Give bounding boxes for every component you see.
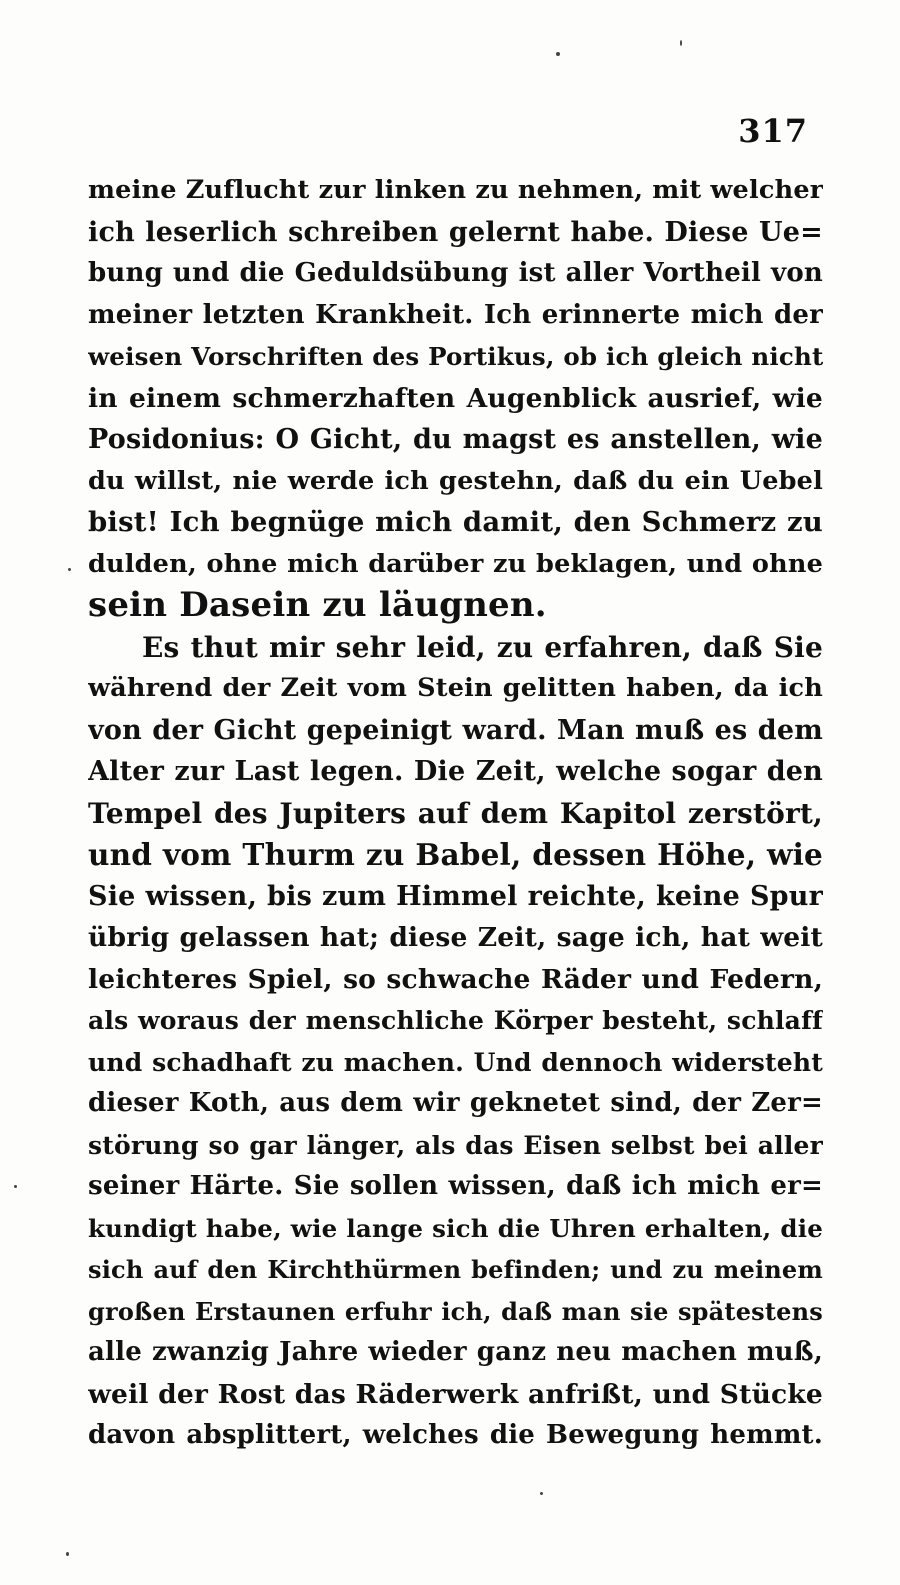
text-line: kundigt habe, wie lange sich die Uhren erhalten, die — [88, 1213, 823, 1243]
paragraph-1 — [88, 170, 823, 627]
text-line: meine Zuflucht zur linken zu nehmen, mit welcher — [88, 175, 823, 205]
text-line: weisen Vorschriften des Portikus, ob ich gleich nicht — [88, 342, 823, 371]
paragraph-2 — [88, 627, 823, 1457]
text-line: dieser Koth, aus dem wir geknetet sind, der Zer= — [88, 1088, 823, 1118]
text-line: störung so gar länger, als das Eisen selbst bei aller — [88, 1130, 823, 1160]
text-line: Sie wissen, bis zum Himmel reichte, keine Spur — [88, 880, 823, 912]
text-line: übrig gelassen hat; diese Zeit, sage ich, hat weit — [88, 922, 823, 953]
text-line: in einem schmerzhaften Augenblick ausrief, wie — [88, 382, 823, 414]
paper-speck — [540, 1492, 543, 1495]
paper-speck — [14, 1185, 17, 1188]
text-line: als woraus der menschliche Körper besteht, schlaff — [88, 1006, 823, 1035]
text-line: Tempel des Jupiters auf dem Kapitol zerstört, — [88, 796, 823, 830]
paper-speck — [66, 1552, 69, 1556]
text-line: ich leserlich schreiben gelernt habe. Diese Ue= — [88, 216, 823, 248]
text-line: sein Dasein zu läugnen. — [88, 585, 547, 625]
text-line: davon absplittert, welches die Bewegung hemmt. — [88, 1420, 823, 1450]
body-text — [88, 170, 823, 1457]
text-line: dulden, ohne mich darüber zu beklagen, und ohne — [88, 548, 823, 579]
text-line: sich auf den Kirchthürmen befinden; und zu meinem — [88, 1255, 823, 1284]
text-line: und vom Thurm zu Babel, dessen Höhe, wie — [88, 837, 823, 872]
page-number: 317 — [738, 112, 808, 150]
paper-speck — [680, 40, 682, 46]
paper-speck — [68, 568, 71, 571]
text-line: meiner letzten Krankheit. Ich erinnerte mich der — [88, 299, 823, 330]
text-line: von der Gicht gepeinigt ward. Man muß es dem — [88, 714, 823, 746]
text-line: Es thut mir sehr leid, zu erfahren, daß Sie — [142, 630, 823, 664]
text-line: bist! Ich begnüge mich damit, den Schmerz zu — [88, 506, 823, 538]
text-line: Posidonius: O Gicht, du magst es anstellen, wie — [88, 424, 823, 455]
text-line: großen Erstaunen erfuhr ich, daß man sie spätestens — [88, 1296, 823, 1326]
text-line: alle zwanzig Jahre wieder ganz neu machen muß, — [88, 1337, 823, 1367]
text-line: Alter zur Last legen. Die Zeit, welche sogar den — [88, 756, 823, 787]
text-line: leichteres Spiel, so schwache Räder und Federn, — [88, 963, 823, 995]
text-line: bung und die Geduldsübung ist aller Vortheil von — [88, 258, 823, 288]
paper-speck — [556, 52, 560, 56]
text-line: du willst, nie werde ich gestehn, daß du ein Uebel — [88, 465, 823, 496]
text-line: und schadhaft zu machen. Und dennoch widersteht — [88, 1047, 823, 1077]
text-line: weil der Rost das Räderwerk anfrißt, und Stücke — [88, 1378, 823, 1410]
text-line: während der Zeit vom Stein gelitten haben, da ich — [88, 673, 823, 703]
text-line: seiner Härte. Sie sollen wissen, daß ich mich er= — [88, 1171, 823, 1201]
